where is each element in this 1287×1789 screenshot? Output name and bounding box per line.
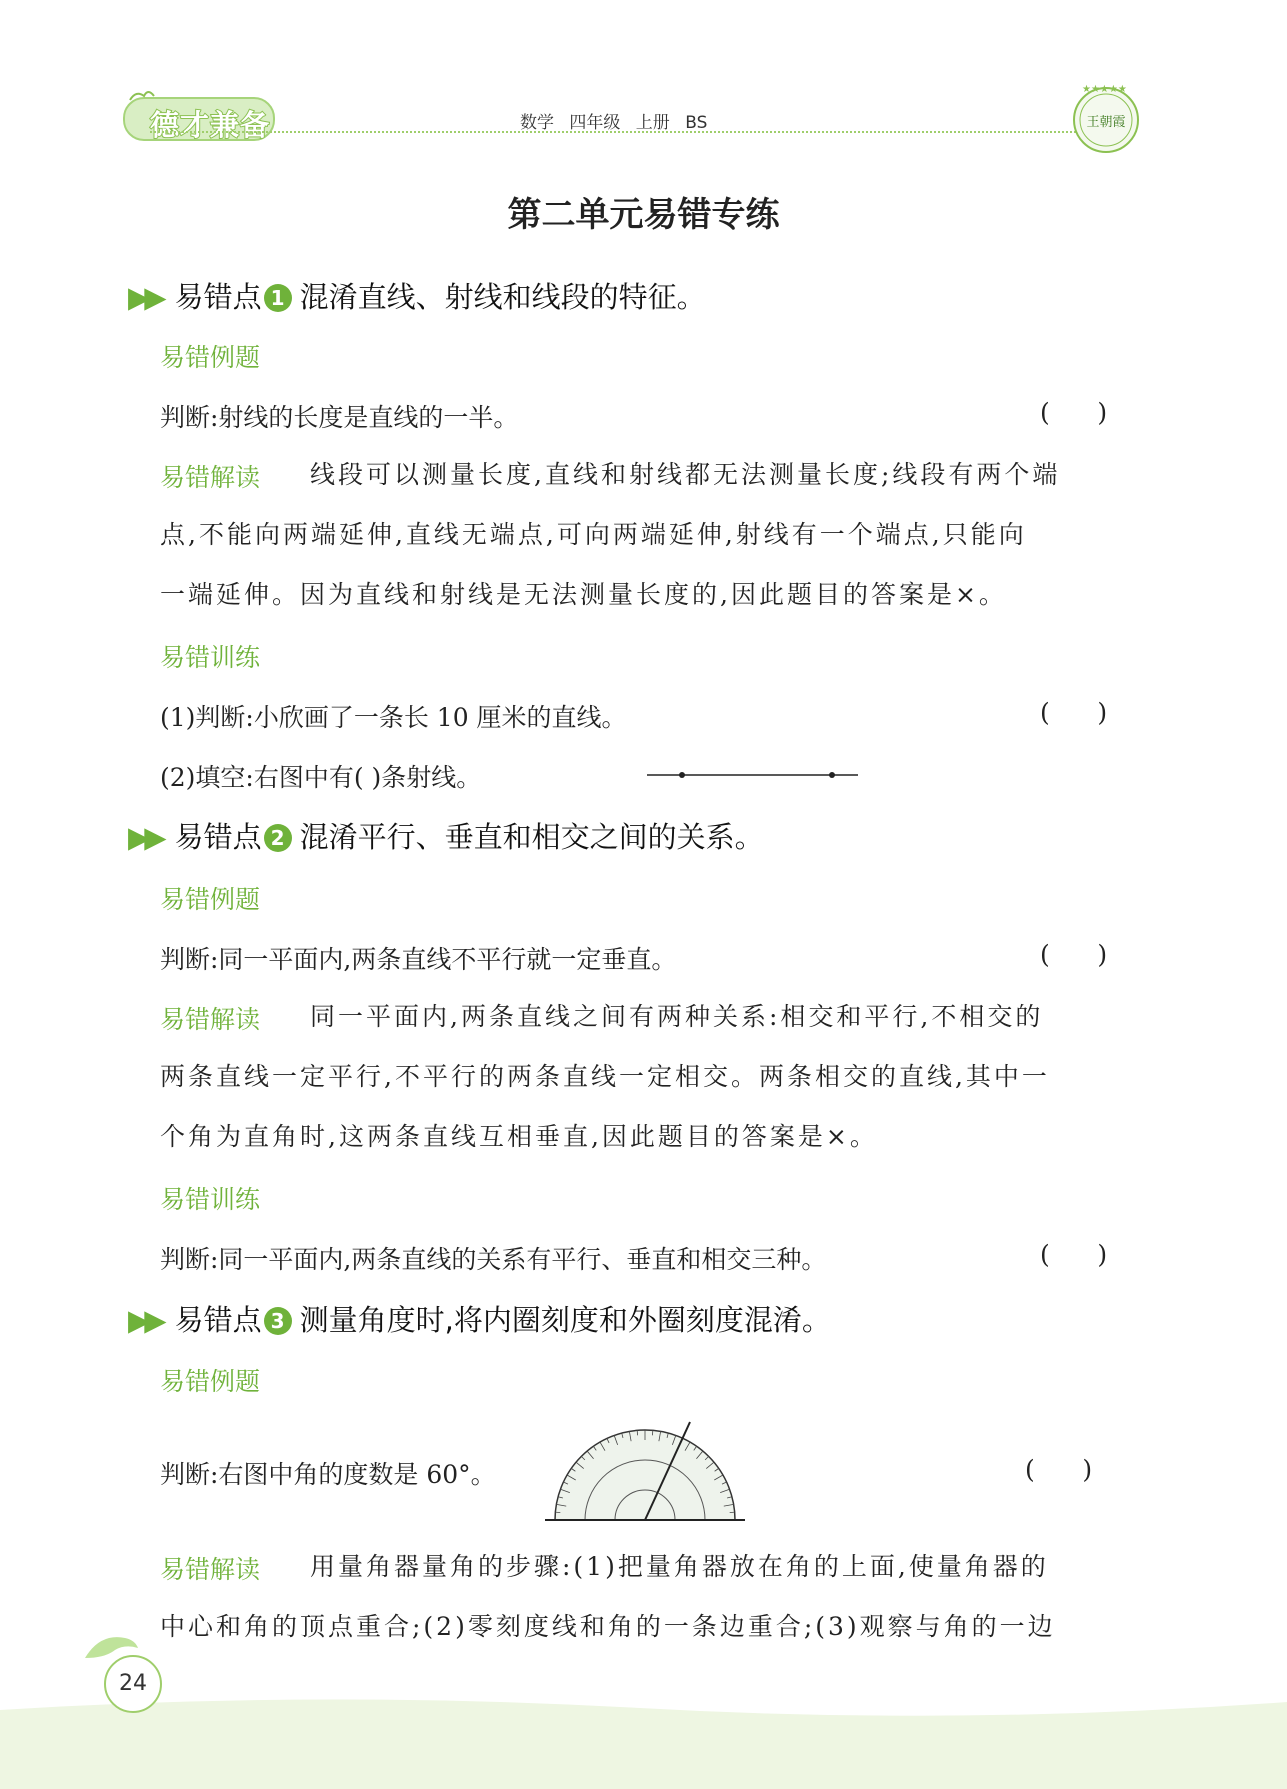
double-arrow-icon: ▶▶ xyxy=(128,1303,161,1337)
header-subject-line: 数学 四年级 上册 BS xyxy=(520,113,708,133)
double-arrow-icon: ▶▶ xyxy=(128,820,161,854)
seal-text: 王朝霞 xyxy=(1086,115,1126,130)
training-question-2: (2)填空:右图中有( )条射线。 xyxy=(160,763,482,792)
explain-heading: 易错解读 xyxy=(160,1555,261,1584)
explain-line: 中心和角的顶点重合;(2)零刻度线和角的一条边重合;(3)观察与角的一边 xyxy=(160,1612,1056,1641)
explain-line: 一端延伸。因为直线和射线是无法测量长度的,因此题目的答案是×。 xyxy=(160,580,1007,609)
example-question: 判断:右图中角的度数是 60°。 xyxy=(160,1460,496,1489)
footer-wave-decoration xyxy=(0,1690,1287,1789)
error-point-1-heading xyxy=(128,275,706,316)
training-question-1: (1)判断:小欣画了一条长 10 厘米的直线。 xyxy=(160,703,627,732)
example-heading: 易错例题 xyxy=(160,885,261,914)
error-point-2-heading xyxy=(128,815,764,856)
page-number: 24 xyxy=(104,1655,162,1713)
answer-bracket[interactable]: ( ) xyxy=(1025,1455,1093,1484)
protractor-figure xyxy=(545,1420,745,1525)
point-label: 易错点 xyxy=(174,1303,262,1337)
training-heading: 易错训练 xyxy=(160,1185,261,1214)
error-point-3-heading xyxy=(128,1298,831,1339)
explain-line: 个角为直角时,这两条直线互相垂直,因此题目的答案是×。 xyxy=(160,1122,878,1151)
point-text: 混淆平行、垂直和相交之间的关系。 xyxy=(299,820,764,854)
example-heading: 易错例题 xyxy=(160,1367,261,1396)
answer-bracket[interactable]: ( ) xyxy=(1040,698,1108,727)
point-number-badge: 1 xyxy=(264,284,292,312)
point-label: 易错点 xyxy=(174,820,262,854)
point-label: 易错点 xyxy=(174,280,262,314)
publisher-seal-icon xyxy=(1068,78,1144,154)
double-arrow-icon: ▶▶ xyxy=(128,280,161,314)
point-text: 测量角度时,将内圈刻度和外圈刻度混淆。 xyxy=(299,1303,831,1337)
point-text: 混淆直线、射线和线段的特征。 xyxy=(299,280,706,314)
explain-heading: 易错解读 xyxy=(160,463,261,492)
line-segment-figure xyxy=(645,765,860,785)
svg-text:★★★★★: ★★★★★ xyxy=(1082,84,1127,95)
training-heading: 易错训练 xyxy=(160,643,261,672)
explain-heading: 易错解读 xyxy=(160,1005,261,1034)
explain-line: 两条直线一定平行,不平行的两条直线一定相交。两条相交的直线,其中一 xyxy=(160,1062,1050,1091)
point-number-badge: 3 xyxy=(264,1307,292,1335)
answer-bracket[interactable]: ( ) xyxy=(1040,398,1108,427)
explain-line: 同一平面内,两条直线之间有两种关系:相交和平行,不相交的 xyxy=(310,1002,1044,1031)
example-heading: 易错例题 xyxy=(160,343,261,372)
example-question: 判断:同一平面内,两条直线不平行就一定垂直。 xyxy=(160,945,677,974)
explain-line: 点,不能向两端延伸,直线无端点,可向两端延伸,射线有一个端点,只能向 xyxy=(160,520,1027,549)
answer-bracket[interactable]: ( ) xyxy=(1040,940,1108,969)
explain-line: 用量角器量角的步骤:(1)把量角器放在角的上面,使量角器的 xyxy=(310,1552,1049,1581)
page-title: 第二单元易错专练 xyxy=(507,195,780,235)
point-number-badge: 2 xyxy=(264,824,292,852)
brand-logo-text: 德才兼备 xyxy=(150,108,271,142)
explain-line: 线段可以测量长度,直线和射线都无法测量长度;线段有两个端 xyxy=(310,460,1061,489)
header-divider xyxy=(150,131,1080,133)
training-question-1: 判断:同一平面内,两条直线的关系有平行、垂直和相交三种。 xyxy=(160,1245,827,1274)
example-question: 判断:射线的长度是直线的一半。 xyxy=(160,403,519,432)
answer-bracket[interactable]: ( ) xyxy=(1040,1240,1108,1269)
